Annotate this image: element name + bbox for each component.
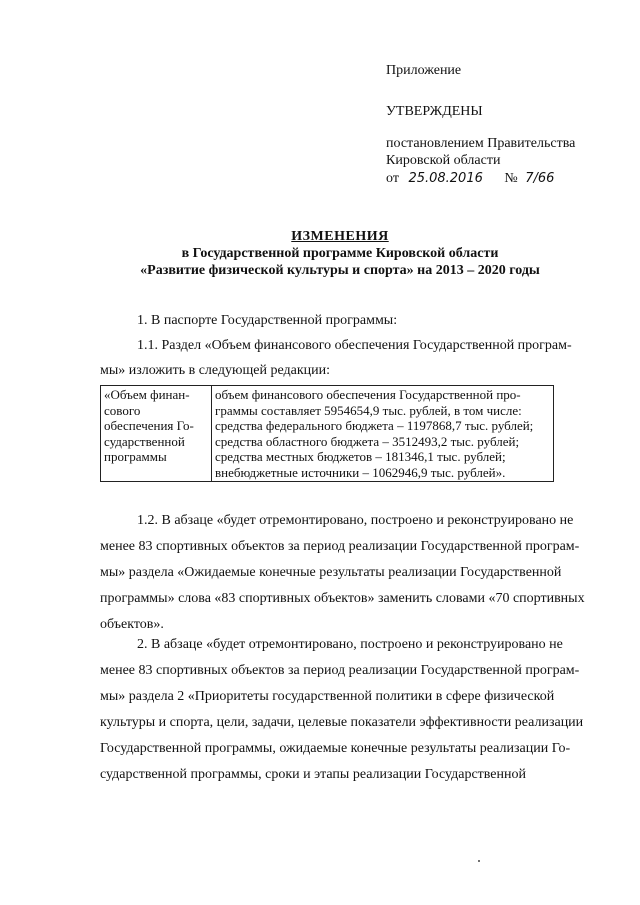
item-2	[100, 632, 598, 788]
cell-line: граммы составляет 5954654,9 тыс. рублей, в том числе:	[215, 402, 522, 418]
item-2-line: 2. В абзаце «будет отремонтировано, построено и реконструировано не	[137, 637, 563, 652]
item-1	[137, 308, 597, 333]
decree-line-1: постановлением Правительства	[386, 136, 576, 151]
item-1-1-line-2: мы» изложить в следующей редакции:	[100, 363, 331, 378]
cell-line: средства местных бюджетов – 181346,1 тыс. рублей;	[215, 449, 506, 464]
item-1-2-line: менее 83 спортивных объектов за период реализации Государственной програм-	[100, 539, 580, 554]
document-title	[60, 228, 620, 279]
decree-line-2: Кировской области	[386, 153, 501, 168]
decree-date-line	[386, 170, 554, 187]
item-2-line: мы» раздела 2 «Приоритеты государственной политики в сфере физической	[100, 689, 555, 704]
table-row	[101, 386, 554, 482]
item-1-text: 1. В паспорте Государственной программы:	[137, 313, 398, 328]
cell-line: объем финансового обеспечения Государственной про-	[215, 387, 521, 402]
item-1-2	[100, 508, 598, 638]
cell-line: средства областного бюджета – 3512493,2 тыс. рублей;	[215, 433, 520, 449]
item-2-line: сударственной программы, сроки и этапы реализации Государственной	[100, 767, 527, 782]
title-line-2: в Государственной программе Кировской области	[181, 246, 499, 261]
item-2-line: Государственной программы, ожидаемые конечные результаты реализации Го-	[100, 741, 571, 756]
item-1-1	[100, 333, 598, 383]
cell-line: сового	[104, 402, 141, 418]
number-prefix: №	[504, 171, 518, 186]
scan-speck	[478, 860, 480, 862]
item-1-2-line: 1.2. В абзаце «будет отремонтировано, построено и реконструировано не	[137, 513, 574, 528]
cell-line: средства федерального бюджета – 1197868,7 тыс. рублей;	[215, 418, 534, 433]
financing-table	[100, 385, 554, 482]
title-main: ИЗМЕНЕНИЯ	[291, 229, 389, 244]
item-1-2-line: программы» слова «83 спортивных объектов» заменить словами «70 спортивных	[100, 591, 585, 606]
handwritten-date: 25.08.2016	[408, 171, 483, 186]
cell-line: внебюджетные источники – 1062946,9 тыс. рублей».	[215, 464, 506, 480]
cell-line: «Объем финан-	[104, 387, 190, 402]
appendix-label: Приложение	[386, 63, 462, 78]
cell-line: обеспечения Го-	[104, 418, 194, 433]
item-1-1-line-1: 1.1. Раздел «Объем финансового обеспечения Государственной програм-	[137, 338, 572, 353]
item-2-line: менее 83 спортивных объектов за период реализации Государственной програм-	[100, 663, 580, 678]
item-2-line: культуры и спорта, цели, задачи, целевые показатели эффективности реализации	[100, 715, 584, 730]
cell-line: сударственной	[104, 433, 185, 449]
cell-line: программы	[104, 449, 167, 464]
date-prefix: от	[386, 171, 399, 186]
item-1-2-line: объектов».	[100, 617, 164, 632]
item-1-2-line: мы» раздела «Ожидаемые конечные результаты реализации Государственной	[100, 565, 562, 580]
table-cell-label	[101, 386, 212, 482]
handwritten-number: 7/66	[525, 171, 555, 186]
title-line-3: «Развитие физической культуры и спорта» на 2013 – 2020 годы	[140, 263, 540, 278]
table-cell-value	[212, 386, 554, 482]
approved-label: УТВЕРЖДЕНЫ	[386, 104, 483, 119]
